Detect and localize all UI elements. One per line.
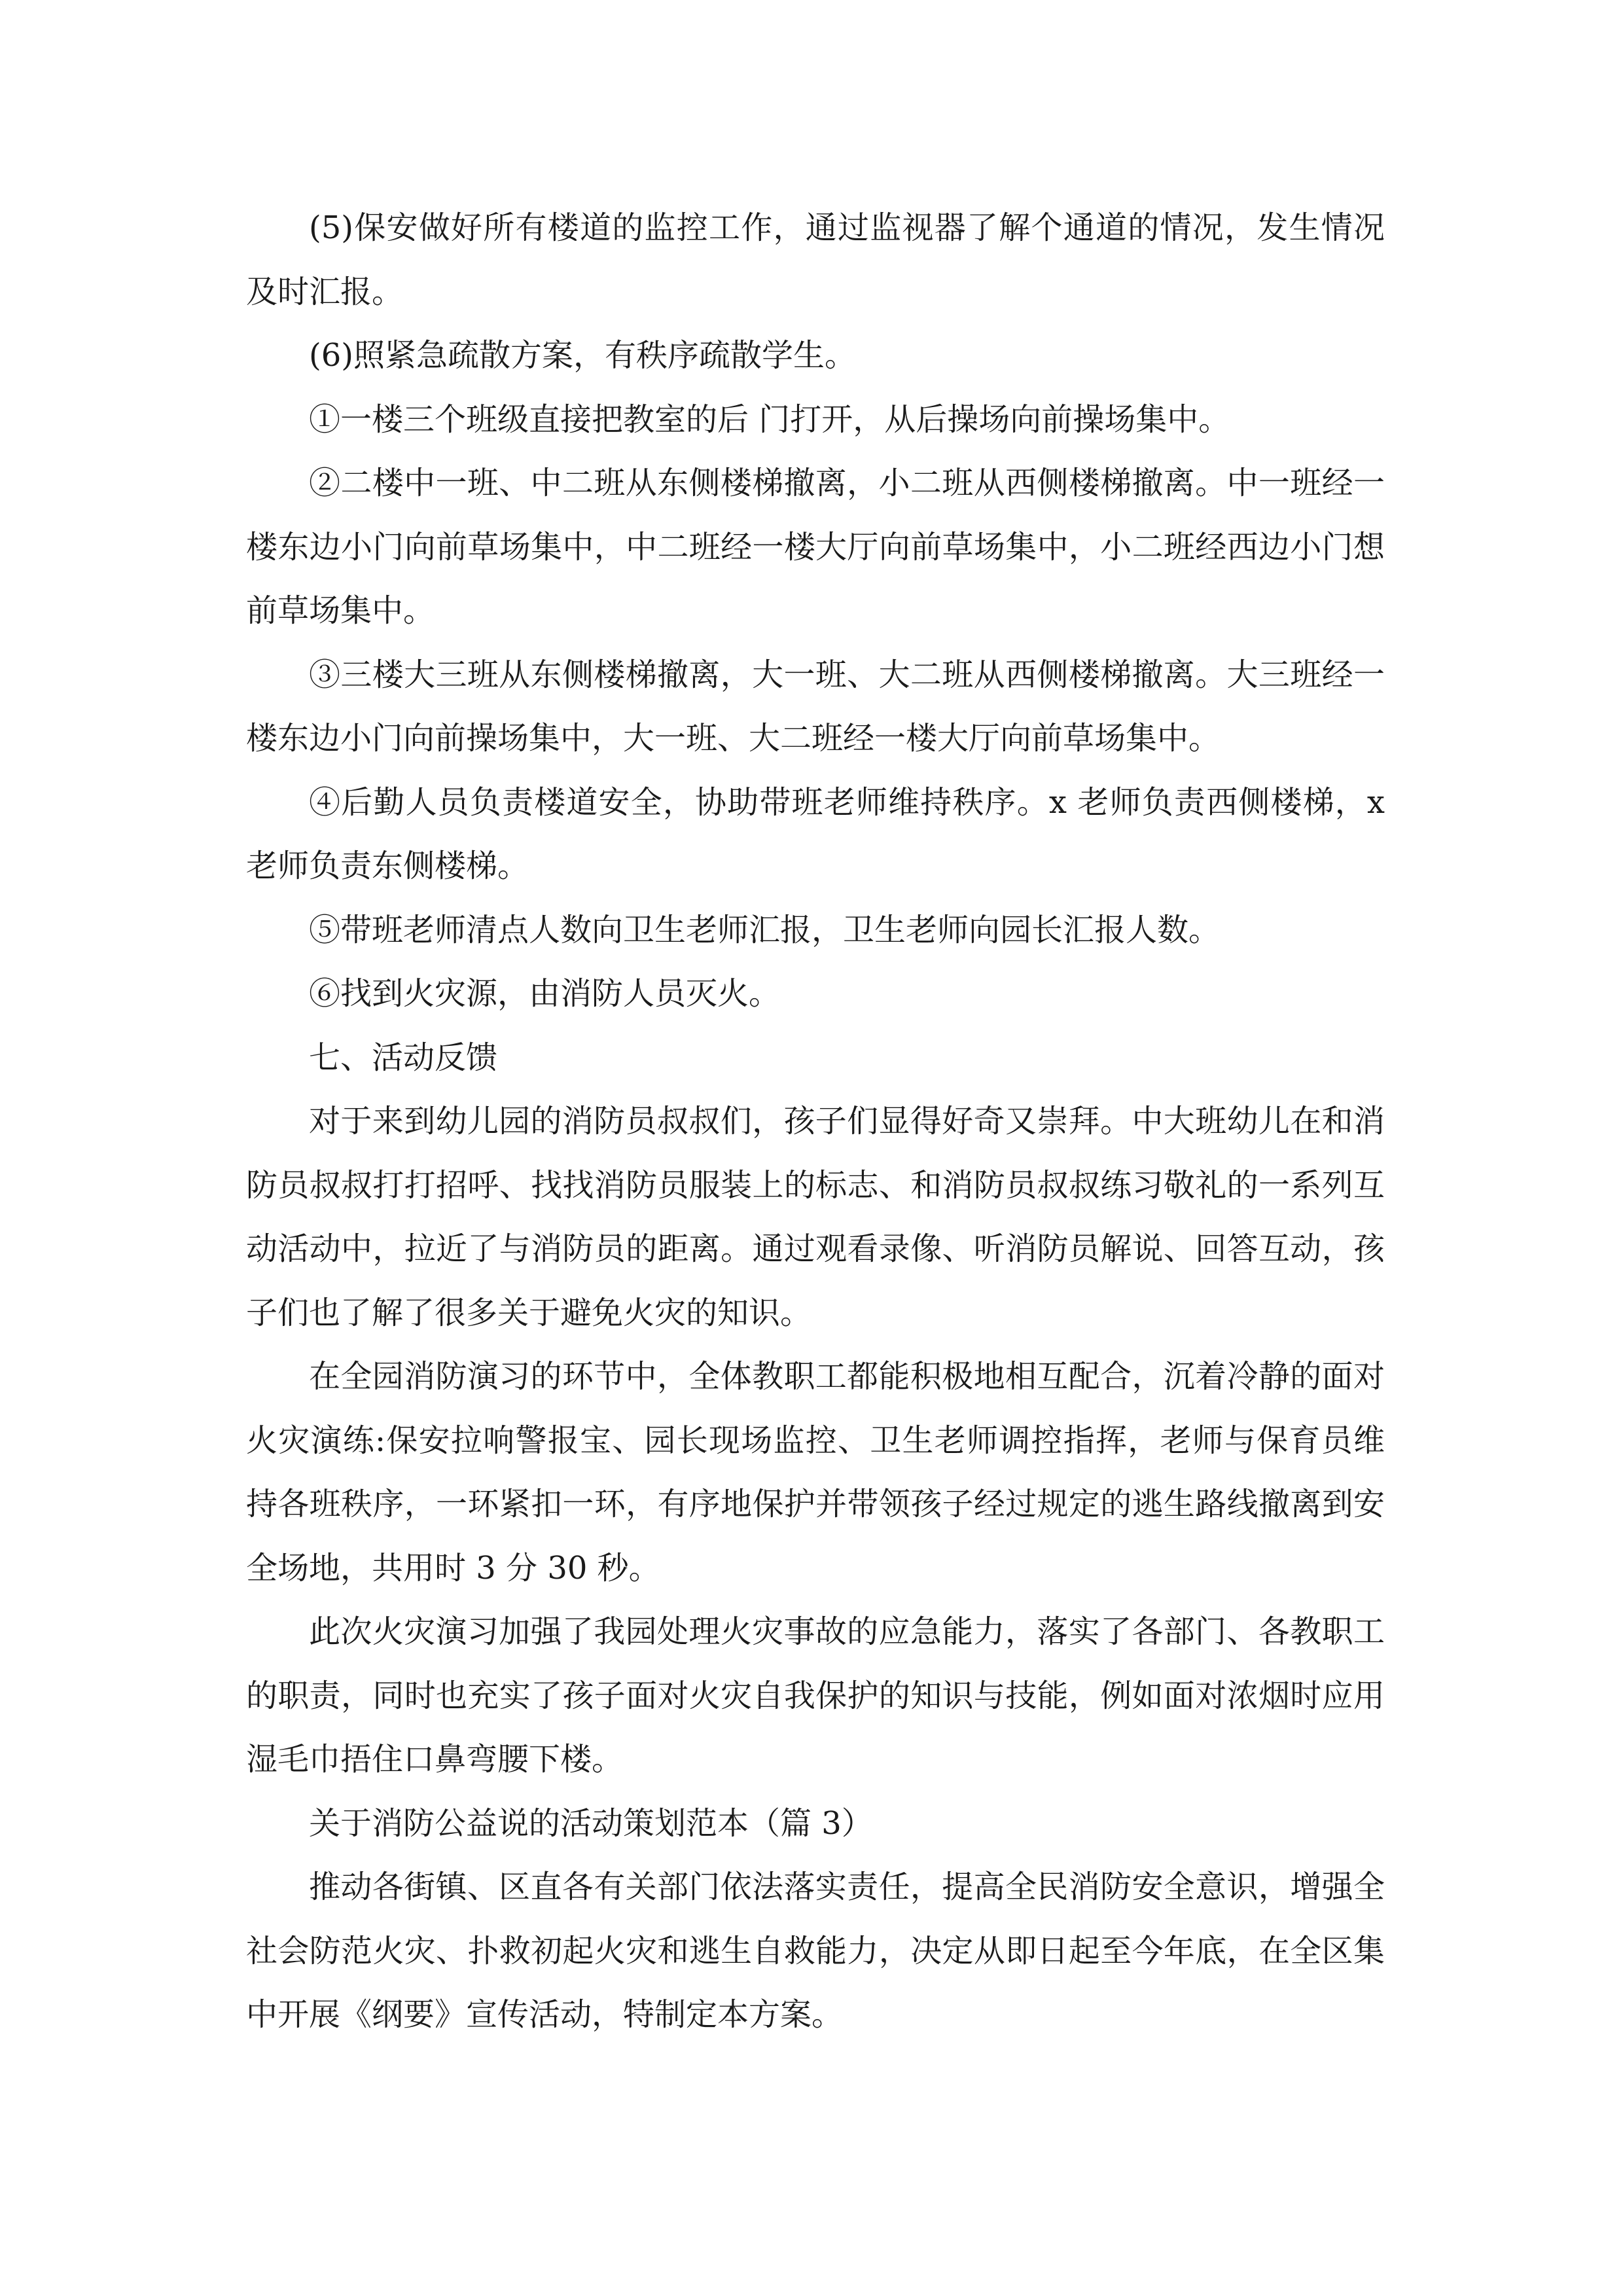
- document-body: [246, 196, 1385, 2047]
- paragraph-evacuation-plan: (6)照紧急疏散方案，有秩序疏散学生。: [309, 337, 856, 374]
- section-heading-part-3: 关于消防公益说的活动策划范本（篇 3）: [309, 1804, 873, 1842]
- paragraph-drill-process: 在全园消防演习的环节中，全体教职工都能积极地相互配合，沉着冷静的面对火灾演练:保安拉响警报宝、园长现场监控、卫生老师调控指挥，老师与保育员维持各班秩序，一环紧扣一环，有序地保护并带领孩子经过规定的逃生路线撤离到安全场地，共用时 3 分 30 秒。: [246, 1358, 1385, 1587]
- paragraph-campaign-intro: 推动各街镇、区直各有关部门依法落实责任，提高全民消防安全意识，增强全社会防范火灾、扑救初起火灾和逃生自救能力，决定从即日起至今年底，在全区集中开展《纲要》宣传活动，特制定本方案。: [246, 1869, 1385, 2033]
- paragraph-security-monitoring: (5)保安做好所有楼道的监控工作，通过监视器了解个通道的情况，发生情况及时汇报。: [246, 209, 1385, 310]
- section-heading-feedback: 七、活动反馈: [309, 1039, 498, 1076]
- paragraph-headcount: ⑤带班老师清点人数向卫生老师汇报，卫生老师向园长汇报人数。: [309, 911, 1221, 948]
- paragraph-firefighter-visit: 对于来到幼儿园的消防员叔叔们，孩子们显得好奇又崇拜。中大班幼儿在和消防员叔叔打打招呼、找找消防员服装上的标志、和消防员叔叔练习敬礼的一系列互动活动中，拉近了与消防员的距离。通过观看录像、听消防员解说、回答互动，孩子们也了解了很多关于避免火灾的知识。: [246, 1103, 1385, 1331]
- paragraph-logistics-staff: ④后勤人员负责楼道安全，协助带班老师维持秩序。x 老师负责西侧楼梯，x 老师负责东侧楼梯。: [246, 783, 1385, 884]
- paragraph-third-floor: ③三楼大三班从东侧楼梯撤离，大一班、大二班从西侧楼梯撤离。大三班经一楼东边小门向前操场集中，大一班、大二班经一楼大厅向前草场集中。: [246, 656, 1385, 757]
- paragraph-first-floor: ①一楼三个班级直接把教室的后 门打开，从后操场向前操场集中。: [309, 401, 1230, 438]
- paragraph-fire-source: ⑥找到火灾源，由消防人员灭火。: [309, 975, 781, 1012]
- paragraph-second-floor: ②二楼中一班、中二班从东侧楼梯撤离，小二班从西侧楼梯撤离。中一班经一楼东边小门向前草场集中，中二班经一楼大厅向前草场集中，小二班经西边小门想前草场集中。: [246, 465, 1385, 629]
- paragraph-drill-outcome: 此次火灾演习加强了我园处理火灾事故的应急能力，落实了各部门、各教职工的职责，同时也充实了孩子面对火灾自我保护的知识与技能，例如面对浓烟时应用湿毛巾捂住口鼻弯腰下楼。: [246, 1613, 1385, 1778]
